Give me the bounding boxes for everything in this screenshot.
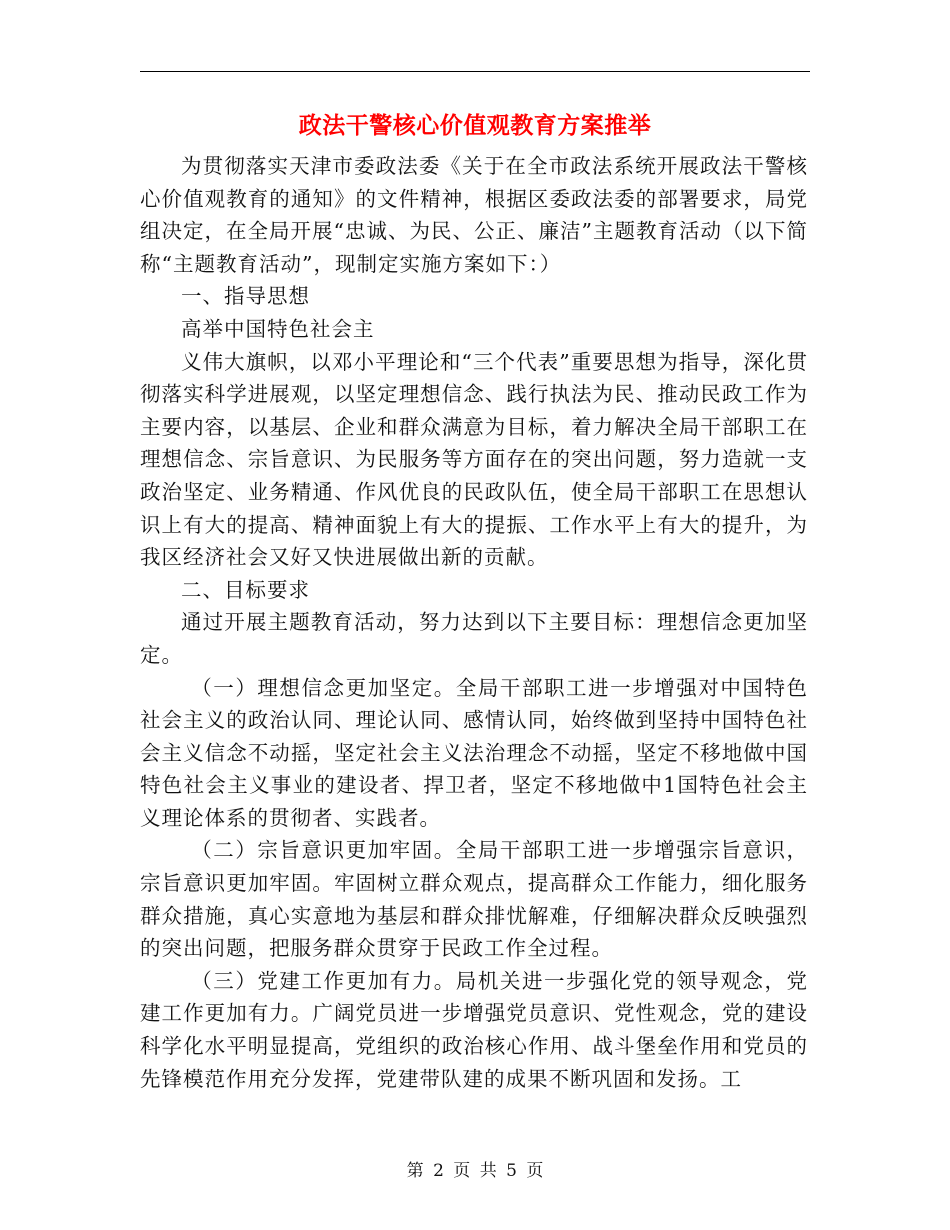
paragraph-intro: 为贯彻落实天津市委政法委《关于在全市政法系统开展政法干警核心价值观教育的通知》的文件精神，根据区委政法委的部署要求，局党组决定，在全局开展“忠诚、为民、公正、廉洁”主题教育活动（以下简称“主题教育活动”，现制定实施方案如下：） xyxy=(140,154,808,276)
paragraph-goal-3: （三）党建工作更加有力。局机关进一步强化党的领导观念，党建工作更加有力。广阔党员进一步增强党员意识、党性观念，党的建设科学化水平明显提高，党组织的政治核心作用、战斗堡垒作用和党员的先锋模范作用充分发挥，党建带队建的成果不断巩固和发扬。工 xyxy=(140,968,808,1091)
header-rule xyxy=(140,71,810,72)
document-body xyxy=(140,150,808,1095)
page-footer: 第 2 页 共 5 页 xyxy=(406,1161,544,1181)
section-heading-2: 二、目标要求 xyxy=(181,577,310,602)
paragraph-goal-1: （一）理想信念更加坚定。全局干部职工进一步增强对中国特色社会主义的政治认同、理论认同、感情认同，始终做到坚持中国特色社会主义信念不动摇，坚定社会主义法治理念不动摇，坚定不移地做中国特色社会主义事业的建设者、捍卫者，坚定不移地做中1国特色社会主义理论体系的贯彻者、实践者。 xyxy=(140,675,808,830)
document-title: 政法干警核心价值观教育方案推举 xyxy=(298,112,652,139)
paragraph-guideline: 义伟大旗帜，以邓小平理论和“三个代表”重要思想为指导，深化贯彻落实科学进展观，以坚定理想信念、践行执法为民、推动民政工作为主要内容，以基层、企业和群众满意为目标，着力解决全局干部职工在理想信念、宗旨意识、为民服务等方面存在的突出问题，努力造就一支政治坚定、业务精通、作风优良的民政队伍，使全局干部职工在思想认识上有大的提高、精神面貌上有大的提振、工作水平上有大的提升，为我区经济社会又好又快进展做出新的贡献。 xyxy=(140,349,808,570)
section-heading-1: 一、指导思想 xyxy=(181,284,310,309)
paragraph-goal-2: （二）宗旨意识更加牢固。全局干部职工进一步增强宗旨意识，宗旨意识更加牢固。牢固树立群众观点，提高群众工作能力，细化服务群众措施，真心实意地为基层和群众排忧解难，仔细解决群众反映强烈的突出问题，把服务群众贯穿于民政工作全过程。 xyxy=(140,838,808,961)
paragraph-goals: 通过开展主题教育活动，努力达到以下主要目标：理想信念更加坚定。 xyxy=(140,610,808,667)
paragraph-guideline-start: 高举中国特色社会主 xyxy=(181,316,375,341)
